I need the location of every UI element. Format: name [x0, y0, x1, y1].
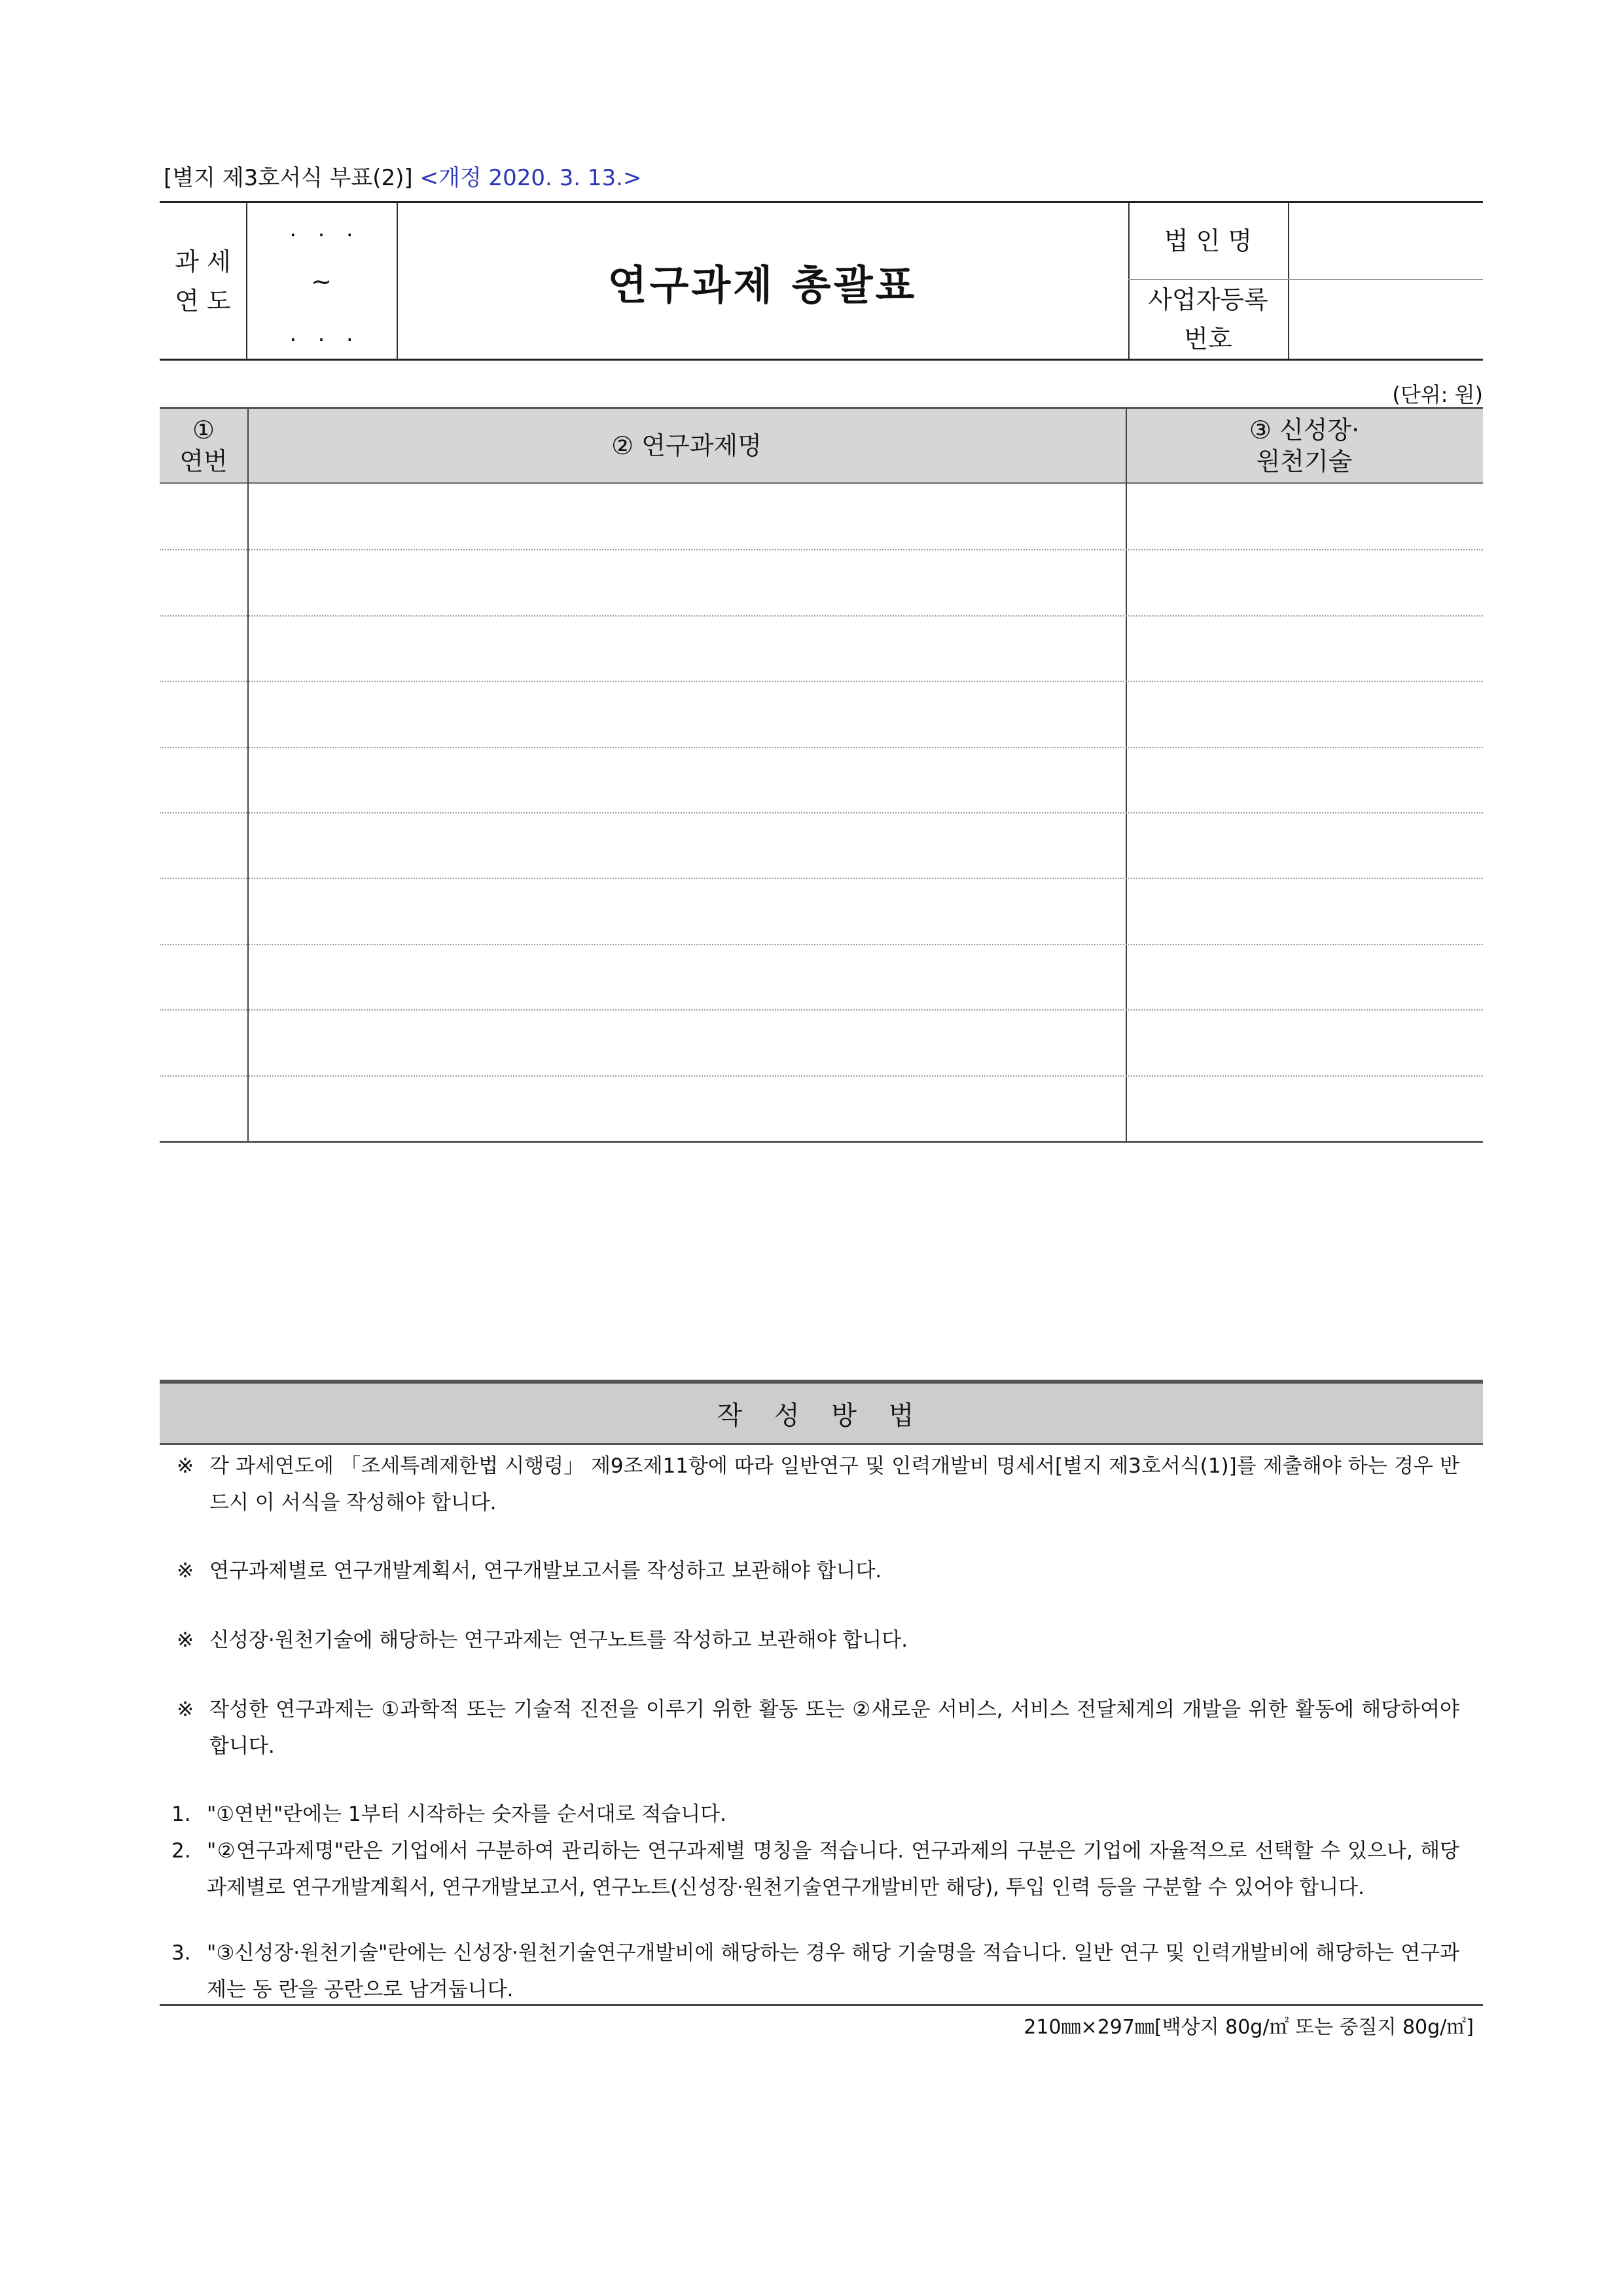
col-project-name-header: ② 연구과제명 — [611, 431, 762, 460]
note-1: ※ 각 과세연도에 「조세특례제한법 시행령」 제9조제11항에 따라 일반연구 및 인력개발비 명세서[별지 제3호서식(1)]를 제출해야 하는 경우 반드시 이 서식을 작성해야 합니다. — [177, 1454, 1459, 1515]
unit-note: (단위: 원) — [1392, 382, 1483, 407]
note-3: ※ 신성장·원천기술에 해당하는 연구과제는 연구노트를 작성하고 보관해야 합니다. — [177, 1628, 908, 1652]
period-tilde: ~ — [311, 267, 332, 296]
note-2: ※ 연구과제별로 연구개발계획서, 연구개발보고서를 작성하고 보관해야 합니다. — [177, 1559, 882, 1583]
table-row[interactable] — [160, 747, 1483, 812]
form-label: [별지 제3호서식 부표(2)] — [164, 165, 413, 191]
col-serial-header: ① 연번 — [179, 416, 228, 476]
table-row[interactable] — [160, 944, 1483, 1009]
corp-name-field[interactable] — [1288, 203, 1483, 279]
corp-name-label: 법 인 명 — [1164, 226, 1253, 255]
table-row[interactable] — [160, 484, 1483, 549]
form-header — [164, 160, 641, 192]
table-row[interactable] — [160, 549, 1483, 615]
bottom-rule — [160, 2004, 1483, 2006]
item-2: 2. "②연구과제명"란은 기업에서 구분하여 관리하는 연구과제별 명칭을 적습니다. 연구과제의 구분은 기업에 자율적으로 선택할 수 있으나, 해당 과제별로 연구개발계획서, 연구개발보고서, 연구노트(신성장·원천기술연구개발비만 해당), 투입 인력 등을 구분할 수 있어야 합니다. — [171, 1839, 1459, 1899]
col-tech-header: ③ 신성장· 원천기술 — [1249, 416, 1360, 476]
tax-year-label: 과 세 연 도 — [175, 247, 231, 315]
project-table — [160, 407, 1483, 1143]
table-row[interactable] — [160, 681, 1483, 746]
table-row[interactable] — [160, 812, 1483, 878]
period-start[interactable]: . . . — [289, 216, 353, 242]
table-row[interactable] — [160, 1075, 1483, 1141]
table-row[interactable] — [160, 1009, 1483, 1075]
header-table — [160, 201, 1483, 361]
biz-reg-field[interactable] — [1288, 279, 1483, 360]
table-row[interactable] — [160, 878, 1483, 943]
paper-spec: 210㎜×297㎜[백상지 80g/㎡ 또는 중질지 80g/㎡] — [1024, 2016, 1474, 2039]
table-row[interactable] — [160, 615, 1483, 681]
biz-reg-label: 사업자등록 번호 — [1148, 285, 1268, 353]
item-3: 3. "③신성장·원천기술"란에는 신성장·원천기술연구개발비에 해당하는 경우 해당 기술명을 적습니다. 일반 연구 및 인력개발비에 해당하는 연구과제는 동 란을 공란으로 남겨둡니다. — [171, 1941, 1459, 2001]
instructions-title: 작 성 방 법 — [160, 1380, 1483, 1445]
tax-period — [246, 203, 397, 360]
item-1: 1. "①연번"란에는 1부터 시작하는 숫자를 순서대로 적습니다. — [171, 1803, 726, 1826]
document-title: 연구과제 총괄표 — [607, 260, 918, 309]
period-end[interactable]: . . . — [289, 321, 353, 347]
note-4: ※ 작성한 연구과제는 ①과학적 또는 기술적 진전을 이루기 위한 활동 또는 ②새로운 서비스, 서비스 전달체계의 개발을 위한 활동에 해당하여야 합니다. — [177, 1698, 1459, 1758]
revision-date: <개정 2020. 3. 13.> — [419, 165, 642, 191]
